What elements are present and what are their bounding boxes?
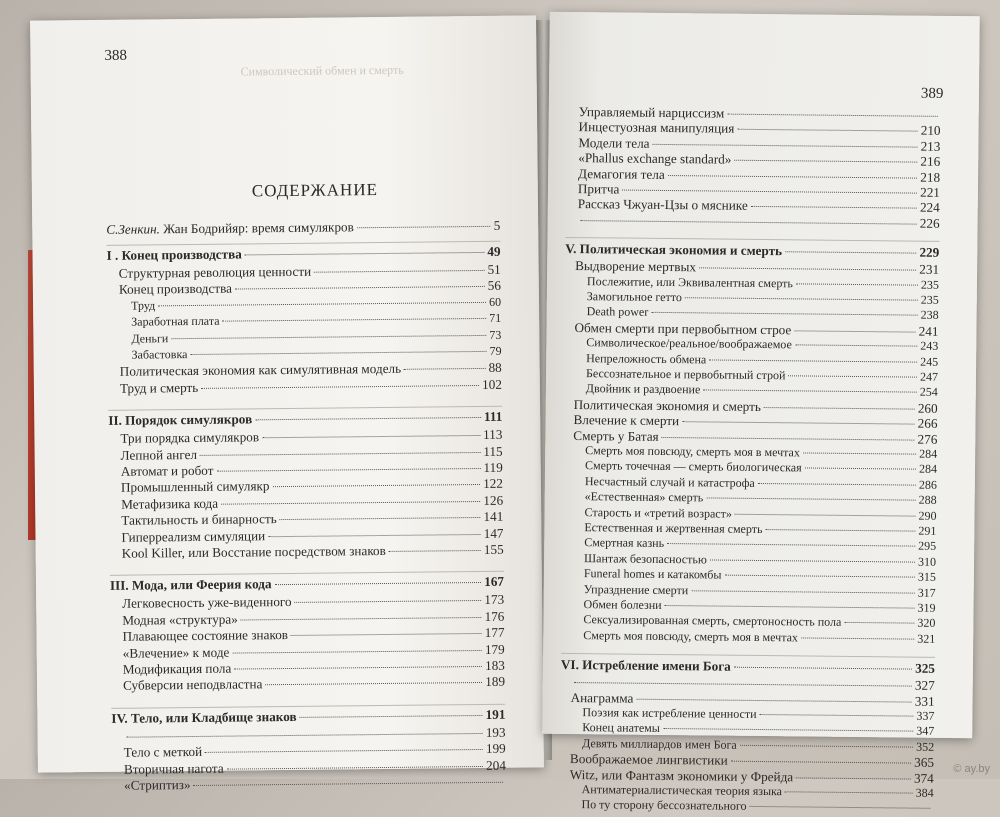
toc-entry-title: Funeral homes и катакомбы [583, 566, 722, 582]
dot-leader [709, 359, 917, 362]
dot-leader [127, 733, 483, 738]
toc-entry-title: Анаграмма [570, 689, 634, 706]
toc-entry-title: Поэзия как истребление ценности [582, 705, 757, 721]
dot-leader [300, 715, 483, 718]
dot-leader [801, 637, 914, 639]
toc-entry-page: 147 [483, 525, 504, 541]
toc-entry-title: Сексуализированная смерть, смертоносность пола [583, 612, 842, 630]
dot-leader [636, 698, 911, 702]
toc-entry-page: 193 [485, 724, 506, 740]
toc-section-title: IV. Тело, или Кладбище знаков [111, 708, 297, 726]
dot-leader [241, 617, 482, 621]
toc-section-title: II. Порядок симулякров [108, 411, 253, 429]
toc-entry [123, 674, 505, 694]
dot-leader [295, 600, 482, 603]
toc-entry-page: 319 [917, 600, 936, 615]
toc-entry-title: По ту сторону бессознательного [581, 797, 747, 814]
dot-leader [222, 318, 486, 322]
toc-entry-page: 320 [917, 616, 936, 631]
dot-leader [216, 468, 480, 472]
toc-entry-title: «Стриптиз» [124, 777, 191, 793]
toc-entry-page: 199 [485, 740, 506, 757]
dot-leader [788, 375, 917, 377]
toc-entry [120, 377, 502, 397]
toc-entry-title: Гиперреализм симуляции [121, 527, 266, 545]
toc-entry [581, 798, 933, 817]
toc-entry-page: 352 [916, 739, 935, 754]
dot-leader [667, 543, 915, 547]
toc-entry-page: 71 [489, 310, 502, 326]
dot-leader [221, 501, 480, 505]
toc-entry-page: 204 [486, 757, 506, 773]
toc-entry-title: Послежитие, или Эквивалентная смерть [586, 273, 794, 290]
dot-leader [291, 633, 482, 636]
toc-entry-title: Смерть моя повсюду, смерть моя в мечтах [585, 443, 800, 460]
toc-entry-title: Несчастный случай и катастрофа [584, 473, 755, 490]
toc-entry-title: Девять миллиардов имен Бога [582, 735, 737, 752]
toc-entry [124, 774, 506, 794]
page-number-left: 388 [104, 47, 128, 64]
toc-entry-page: 284 [919, 446, 938, 461]
toc-entry-title: Смертная казнь [584, 535, 665, 551]
toc-entry-title: Модели тела [578, 134, 650, 151]
dot-leader [703, 390, 917, 393]
toc-entry-title: Модная «структура» [122, 611, 238, 628]
dot-leader [764, 407, 915, 410]
toc-entry-title: Смерть точечная — смерть биологическая [584, 458, 802, 475]
toc-section-page: 111 [483, 408, 503, 425]
dot-leader [699, 268, 916, 271]
dot-leader [653, 144, 918, 148]
toc-entry [583, 628, 935, 647]
toc-section-page: 325 [915, 660, 936, 677]
toc-entry [122, 542, 504, 562]
dot-leader [750, 806, 931, 809]
toc-entry-page: 115 [483, 443, 503, 459]
dot-leader [651, 312, 917, 316]
toc-entry-title: «Влечение» к моде [122, 644, 230, 661]
dot-leader [758, 483, 916, 486]
toc-entry-page: 218 [920, 169, 941, 185]
dot-leader [740, 745, 913, 748]
dot-leader [662, 437, 915, 441]
toc-entry-page: 317 [917, 585, 936, 600]
toc-entry-title: Влечение к смерти [573, 412, 680, 429]
toc-entry-title: Тело с меткой [123, 744, 203, 760]
toc-entry-page: 56 [487, 278, 501, 294]
toc-entry-title: «Phallus exchange standard» [578, 150, 732, 167]
toc-entry-page: 260 [917, 400, 938, 416]
toc-entry-page: 254 [919, 385, 938, 400]
toc-entry-page: 321 [917, 631, 936, 646]
dot-leader [194, 782, 504, 786]
toc-entry-page: 290 [918, 508, 937, 523]
toc-entry-title: Забастовка [131, 347, 188, 362]
toc-entry-page: 173 [484, 592, 505, 608]
toc-entry-page: 276 [917, 431, 938, 447]
dot-leader [357, 226, 491, 228]
toc-entry-title: Обмен болезни [583, 597, 662, 612]
toc-entry-title: Лепной ангел [120, 446, 198, 463]
toc-entry-title: Деньги [131, 330, 169, 346]
toc-entry-title: Инцестуозная манипуляция [578, 119, 735, 137]
dot-leader [255, 417, 481, 420]
toc-entry-title: Модификация пола [122, 660, 232, 677]
toc-entry-page: 51 [487, 261, 501, 277]
toc-section-title: V. Политическая экономия и смерть [565, 241, 783, 259]
toc-entry-page: 213 [920, 138, 941, 154]
watermark: © ay.by [953, 763, 990, 775]
left-page [30, 15, 544, 793]
toc-section-page: 49 [487, 243, 501, 259]
toc-entry-page: 384 [915, 785, 934, 800]
dot-leader [234, 666, 482, 670]
toc-entry-page: 73 [489, 327, 502, 342]
dot-leader [280, 517, 481, 520]
toc-entry-title: Легковесность уже-виденного [122, 594, 292, 612]
dot-leader [272, 484, 480, 487]
toc-entry-page: 122 [483, 476, 504, 492]
dot-leader [734, 160, 917, 163]
toc-entry-title: Шантаж безопасностью [584, 550, 707, 567]
toc-section-title: III. Мода, или Феерия кода [109, 576, 272, 594]
dot-leader [844, 622, 914, 624]
toc-entry-page: 224 [919, 200, 940, 216]
toc-entry-page: 291 [918, 523, 937, 538]
toc-entry-page: 60 [488, 294, 502, 309]
dot-leader [245, 252, 485, 256]
toc-entry-title: Метафизика кода [121, 495, 219, 512]
dot-leader [574, 682, 912, 687]
toc-entry-page: 288 [918, 492, 937, 508]
dot-leader [663, 728, 913, 732]
toc-entry-title: Смерть у Батая [573, 427, 659, 444]
toc-entry-title: Обмен смерти при первобытном строе [574, 319, 792, 338]
toc-entry-page: 331 [914, 693, 935, 709]
running-head-ghost: Символический обмен и смерть [240, 62, 404, 79]
toc-section [108, 409, 502, 429]
toc-entry-title: «Естественная» смерть [584, 489, 704, 505]
toc-entry [578, 212, 940, 232]
toc-entry-title: Промышленный симулякр [120, 478, 270, 496]
toc-entry-page: 238 [920, 308, 939, 323]
toc-entry-title: Бессознательное и первобытный строй [585, 366, 786, 383]
toc-entry-page: 119 [483, 459, 503, 475]
dot-leader [751, 206, 917, 209]
toc-section [106, 244, 500, 264]
dot-leader [622, 190, 917, 194]
toc-entry-title: Рассказ Чжуан-Цзы о мяснике [577, 196, 748, 214]
dot-leader [685, 297, 918, 300]
toc-entry-page: 241 [918, 323, 939, 339]
dot-leader [158, 302, 486, 306]
toc-entry-title: Структурная революция ценности [118, 263, 312, 281]
dot-leader [794, 330, 915, 332]
toc-entry-page: 216 [920, 153, 941, 170]
toc-entry-page: 179 [484, 641, 505, 657]
toc-entry-title: Воображаемое лингвистики [569, 751, 728, 768]
toc-entry-title: Антиматериалистическая теория языка [581, 782, 783, 799]
dot-leader [190, 351, 486, 355]
toc-entry-page: 126 [483, 492, 504, 508]
toc-entry-page: 141 [483, 508, 504, 525]
toc-entry-title: Вторичная нагота [123, 760, 224, 777]
toc-entry-title: Субверсии неподвластна [122, 676, 263, 694]
dot-leader [691, 590, 914, 593]
toc-entry-page: 221 [920, 184, 941, 200]
dot-leader [803, 452, 916, 454]
dot-leader [227, 766, 483, 770]
toc-intro-page: 5 [493, 217, 501, 233]
dot-leader [265, 682, 482, 685]
intro-text: Жан Бодрийяр: время симулякров [163, 219, 354, 237]
toc-entry-page: 183 [484, 657, 505, 673]
contents-title: СОДЕРЖАНИЕ [251, 180, 379, 201]
toc-entry-title: Символическое/реальное/воображаемое [586, 335, 792, 352]
dot-leader [581, 220, 917, 225]
toc-entry-title: Три порядка симулякров [120, 429, 260, 446]
dot-leader [785, 791, 913, 793]
toc-entry-title: Непреложность обмена [586, 350, 707, 367]
toc-entry-title: Kool Killer, или Восстание посредством знаков [121, 542, 386, 561]
toc-entry-title: Двойник и раздвоение [585, 381, 701, 397]
toc-entry-title: Труд и смерть [119, 379, 199, 396]
dot-leader [682, 421, 915, 424]
dot-leader [668, 175, 918, 179]
dot-leader [262, 435, 480, 438]
intro-author: С.Зенкин. [106, 221, 164, 237]
dot-leader [200, 452, 480, 456]
dot-leader [737, 129, 917, 132]
toc-intro [106, 218, 500, 238]
toc-entry-page: 245 [920, 354, 939, 369]
toc-entry-title: Демагогия тела [578, 165, 665, 182]
toc-entry-title: Witz, или Фантазм экономики у Фрейда [569, 766, 794, 784]
dot-leader [760, 714, 914, 717]
dot-leader [727, 114, 937, 117]
toc-entry-page: 286 [918, 477, 937, 492]
toc-section [111, 707, 505, 727]
toc-entry-title: Естественная и жертвенная смерть [584, 520, 763, 537]
toc-entry-page: 374 [913, 770, 934, 786]
toc-section-page: 229 [919, 244, 940, 261]
toc-entry-page: 235 [920, 292, 939, 307]
dot-leader [796, 283, 918, 285]
dot-leader [235, 286, 485, 290]
dot-leader [201, 385, 479, 389]
toc-entry-title: Политическая экономия как симулятивная модель [119, 361, 402, 380]
dot-leader [785, 251, 916, 253]
toc-entry-title: Политическая экономия и смерть [573, 396, 762, 414]
toc-entry-title: Старость и «третий возраст» [584, 504, 732, 521]
dot-leader [205, 749, 483, 753]
toc-entry-page: 79 [489, 343, 502, 358]
toc-entry-page: 176 [484, 608, 505, 624]
toc-entry-title: Труд [130, 298, 156, 313]
toc-entry-page: 266 [917, 415, 938, 432]
toc-intro-title [106, 219, 354, 238]
toc-entry-title: Смерть моя повсюду, смерть моя в мечтах [583, 627, 799, 645]
toc-entry-page: 347 [916, 724, 935, 739]
dot-leader [805, 468, 916, 470]
dot-leader [665, 605, 915, 609]
dot-leader [765, 529, 915, 532]
toc-entry-title: Тактильность и бинарность [121, 511, 277, 528]
toc-entry-page: 365 [914, 754, 935, 771]
toc-section [110, 574, 504, 594]
toc-entry-title: Конец производства [118, 280, 233, 298]
toc-entry-page: 177 [484, 624, 505, 641]
toc-entry-page: 327 [914, 677, 935, 694]
toc-entry-title: Упразднение смерти [583, 581, 689, 597]
toc-entry-title: Плавающее состояние знаков [122, 627, 289, 644]
toc-section-title: I . Конец производства [106, 246, 242, 263]
toc-section-title: VI. Истребление имени Бога [560, 657, 731, 674]
toc-entry-title: Автомат и робот [120, 462, 214, 479]
toc-entry-page: 337 [916, 708, 935, 723]
dot-leader [404, 368, 485, 370]
dot-leader [389, 550, 481, 552]
toc-entry-title: Конец анатемы [582, 720, 660, 736]
toc-entry-page: 113 [483, 426, 503, 443]
toc-entry-page: 189 [485, 674, 506, 690]
toc-entry-page: 155 [483, 541, 504, 557]
toc-entry-page: 88 [488, 360, 502, 376]
toc-entry-page: 210 [920, 123, 941, 139]
dot-leader [710, 559, 915, 562]
dot-leader [735, 513, 916, 516]
toc-entry-page: 231 [919, 261, 940, 278]
dot-leader [724, 575, 914, 578]
dot-leader [706, 498, 915, 501]
dot-leader [275, 582, 482, 585]
toc-entry-page: 247 [919, 369, 939, 384]
toc-entry-title: Death power [586, 304, 649, 320]
toc-entry-title: Заработная плата [131, 313, 220, 329]
dot-leader [795, 345, 918, 347]
dot-leader [731, 761, 911, 764]
dot-leader [171, 335, 486, 339]
toc-entry-page: 284 [918, 462, 938, 477]
toc-section-page: 167 [484, 574, 505, 590]
toc-entry-title: Управляемый нарциссизм [578, 104, 725, 121]
toc-entry-page: 315 [917, 569, 936, 585]
dot-leader [268, 534, 481, 537]
dot-leader [232, 650, 482, 654]
toc-entry-title: Замогильное гетто [586, 289, 682, 305]
toc-entry-page: 310 [917, 554, 937, 569]
toc-entry-page: 102 [482, 376, 502, 392]
toc-entry-page: 295 [918, 539, 937, 554]
toc-entry-title: Выдворение мертвых [575, 258, 697, 275]
toc-entry-page: 235 [920, 277, 940, 292]
toc-entry-page: 243 [920, 338, 939, 354]
toc-entry-title: Притча [577, 181, 620, 197]
dot-leader [734, 667, 912, 670]
page-number-right: 389 [920, 85, 944, 102]
toc-entry-page: 226 [919, 215, 940, 231]
toc-section-page: 191 [485, 706, 506, 722]
dot-leader [314, 270, 484, 273]
